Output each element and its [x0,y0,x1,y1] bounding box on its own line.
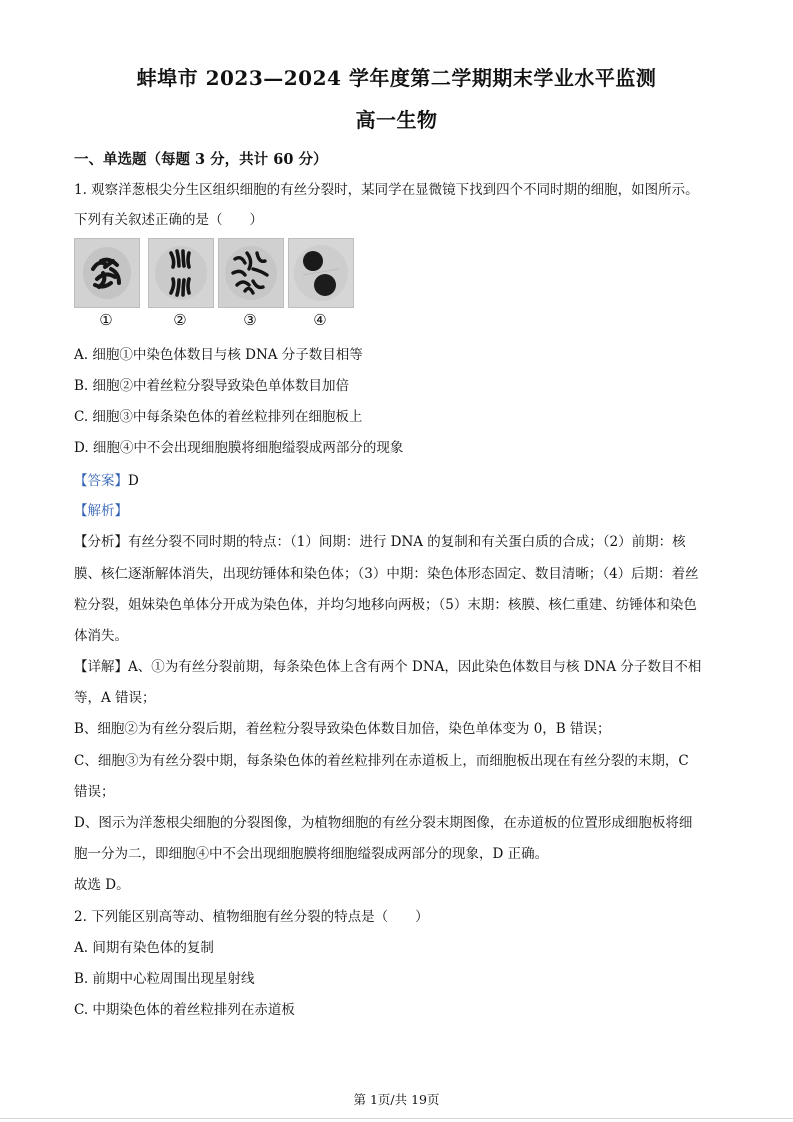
q2-stem: 2. 下列能区别高等动、植物细胞有丝分裂的特点是（ ） [74,909,429,925]
xiangjie-line-4: C、细胞③为有丝分裂中期，每条染色体的着丝粒排列在赤道板上，而细胞板出现在有丝分裂的末期，C [74,753,689,769]
q1-stem-line2: 下列有关叙述正确的是（ ） [74,212,263,228]
xiangjie-line-6: D、图示为洋葱根尖细胞的分裂图像，为植物细胞的有丝分裂末期图像，在赤道板的位置形成细胞板将细 [74,815,693,831]
xiangjie-line-3: B、细胞②为有丝分裂后期，着丝粒分裂导致染色体数目加倍，染色单体变为 0，B 错误； [74,721,611,737]
figure-label-2: ② [173,311,187,329]
xiangjie-line-5: 错误； [74,784,115,800]
figure-label-3: ③ [243,311,257,329]
figure-label-4: ④ [313,311,327,329]
analysis-heading [74,501,724,521]
q1-option-a: A. 细胞①中染色体数目与核 DNA 分子数目相等 [74,347,363,363]
micrograph-cell-1 [74,238,140,308]
answer-label: 【答案】 [74,473,128,489]
exam-subject: 高一生物 [355,108,438,132]
exam-title: 蚌埠市 2023—2024 学年度第二学期期末学业水平监测 [136,66,657,90]
fenxi-line-1 [74,532,724,552]
fenxi-line-2: 膜、核仁逐渐解体消失，出现纺锤体和染色体；（3）中期：染色体形态固定、数目清晰；（4）后期：着丝 [74,566,699,582]
xiangjie-text-1: A、①为有丝分裂前期，每条染色体上含有两个 DNA，因此染色体数目与核 DNA 分子数目不相 [128,659,702,675]
xiangjie-line-8: 故选 D。 [74,877,130,893]
q1-micrograph-figures [74,238,364,332]
q1-stem-line1: 1. 观察洋葱根尖分生区组织细胞的有丝分裂时，某同学在显微镜下找到四个不同时期的细胞，如图所示。 [74,182,699,198]
q2-option-b: B. 前期中心粒周围出现星射线 [74,971,255,987]
xiangjie-line-7: 胞一分为二，即细胞④中不会出现细胞膜将细胞缢裂成两部分的现象，D 正确。 [74,846,549,862]
xiangjie-label: 【详解】 [74,659,128,675]
micrograph-cell-3 [218,238,284,308]
q2-option-a: A. 间期有染色体的复制 [74,940,214,956]
answer-value: D [128,473,139,489]
fenxi-line-3: 粒分裂，姐妹染色单体分开成为染色体，并均匀地移向两极；（5）末期：核膜、核仁重建、纺锤体和染色 [74,597,697,613]
footer-divider [0,1118,793,1119]
fenxi-text-1: 有丝分裂不同时期的特点：（1）间期：进行 DNA 的复制和有关蛋白质的合成；（2）前期：核 [128,534,686,550]
fenxi-label: 【分析】 [74,534,128,550]
fenxi-line-4: 体消失。 [74,628,128,644]
section-heading: 一、单选题（每题 3 分，共计 60 分） [74,151,328,168]
micrograph-cell-2 [148,238,214,308]
figure-label-1: ① [99,311,113,329]
xiangjie-line-1 [74,657,724,677]
micrograph-cell-4 [288,238,354,308]
q1-option-d: D. 细胞④中不会出现细胞膜将细胞缢裂成两部分的现象 [74,440,404,456]
q1-option-b: B. 细胞②中着丝粒分裂导致染色单体数目加倍 [74,378,350,394]
q1-option-c: C. 细胞③中每条染色体的着丝粒排列在细胞板上 [74,409,363,425]
xiangjie-line-2: 等，A 错误； [74,690,156,706]
q2-option-c: C. 中期染色体的着丝粒排列在赤道板 [74,1002,295,1018]
analysis-label: 【解析】 [74,503,128,519]
answer-line [74,471,724,491]
page-number: 第 1页/共 19页 [353,1092,440,1107]
